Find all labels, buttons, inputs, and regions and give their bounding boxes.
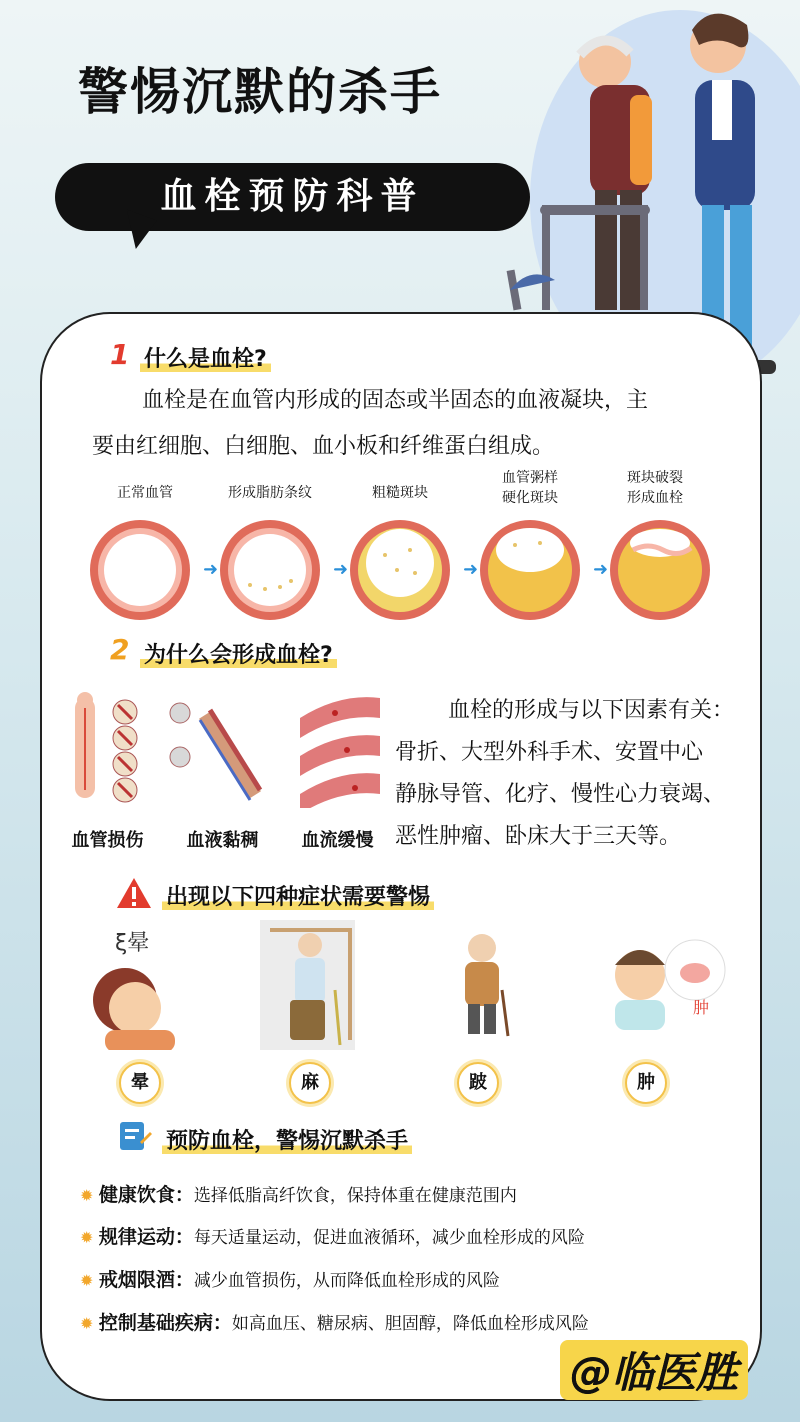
bullet-icon: ✹ — [80, 1271, 94, 1290]
tip-1-key: 健康饮食： — [98, 1184, 194, 1206]
vessel-fatty-streak — [220, 520, 320, 620]
section4-heading — [162, 1124, 412, 1155]
tip-3-key: 戒烟限酒： — [98, 1269, 194, 1291]
stage-1-label: 正常血管 — [117, 485, 173, 501]
stage-5-label-line1: 斑块破裂 — [627, 470, 683, 486]
section2-text-line2: 骨折、大型外科手术、安置中心 — [395, 740, 704, 765]
svg-text:➜: ➜ — [593, 559, 609, 580]
vessel-progression-diagram — [85, 515, 725, 625]
tip-item-4 — [80, 1311, 760, 1336]
vessel-thrombus — [610, 520, 710, 620]
cause-label-2: 血液黏稠 — [186, 830, 259, 851]
symptom-chip-3: 跛 — [457, 1062, 499, 1104]
stage-4-label-line1: 血管粥样 — [502, 470, 558, 486]
stage-5-label-line2: 形成血栓 — [627, 490, 683, 506]
section3-heading — [162, 880, 434, 911]
tip-2-text: 每天适量运动，促进血液循环，减少血栓形成的风险 — [193, 1228, 585, 1248]
stage-label-2 — [210, 483, 330, 503]
tip-4-text: 如高血压、糖尿病、胆固醇，降低血栓形成风险 — [231, 1314, 589, 1334]
vessel-normal — [90, 520, 190, 620]
tip-3-text: 减少血管损伤，从而降低血栓形成的风险 — [193, 1271, 500, 1291]
author-handle: @临医胜 — [560, 1340, 748, 1400]
svg-text:➜: ➜ — [333, 559, 349, 580]
section2-heading-text: 为什么会形成血栓? — [140, 643, 337, 668]
symptom-chip-1: 晕 — [119, 1062, 161, 1104]
stage-label-5 — [600, 468, 710, 508]
section-number-1: 1 — [110, 338, 130, 371]
tip-2-key: 规律运动： — [98, 1226, 194, 1248]
dizzy-person-illustration — [80, 920, 190, 1050]
stage-4-label-line2: 硬化斑块 — [502, 490, 558, 506]
symptom-chip-2: 麻 — [289, 1062, 331, 1104]
vessel-rough-plaque — [350, 520, 450, 620]
svg-text:➜: ➜ — [203, 559, 219, 580]
stage-label-1 — [90, 483, 200, 503]
section1-body-line2: 要由红细胞、白细胞、血小板和纤维蛋白组成。 — [92, 434, 555, 459]
section4-heading-text: 预防血栓，警惕沉默杀手 — [162, 1129, 412, 1154]
numb-walking-elder-illustration — [260, 920, 355, 1050]
slow-flow-illustration — [295, 688, 385, 808]
svg-text:肿: 肿 — [693, 998, 710, 1017]
stage-3-label: 粗糙斑块 — [372, 485, 428, 501]
tip-item-3 — [80, 1268, 760, 1293]
svg-text:ξ晕: ξ晕 — [115, 931, 150, 956]
stage-label-4 — [470, 468, 590, 508]
cause-label-1: 血管损伤 — [71, 830, 144, 851]
svg-text:➜: ➜ — [463, 559, 479, 580]
limping-elder-illustration — [450, 930, 520, 1040]
vessel-injury-illustration — [60, 690, 160, 810]
section3-heading-text: 出现以下四种症状需要警惕 — [162, 885, 434, 910]
section-number-2: 2 — [110, 633, 130, 666]
banner-title: 血栓预防科普 — [160, 176, 425, 217]
warning-icon — [115, 876, 153, 910]
swelling-person-illustration — [605, 935, 730, 1035]
section2-heading — [140, 638, 337, 669]
tip-1-text: 选择低脂高纤饮食，保持体重在健康范围内 — [193, 1186, 517, 1206]
section2-text-line1: 血栓的形成与以下因素有关： — [448, 698, 735, 723]
section1-body-line1: 血栓是在血管内形成的固态或半固态的血液凝块，主 — [142, 388, 649, 413]
bullet-icon: ✹ — [80, 1314, 94, 1333]
section2-text-line3: 静脉导管、化疗、慢性心力衰竭、 — [395, 782, 726, 807]
tip-4-key: 控制基础疾病： — [98, 1312, 232, 1334]
section2-text-line4: 恶性肿瘤、卧床大于三天等。 — [395, 824, 682, 849]
document-edit-icon — [118, 1118, 152, 1154]
page-title: 警惕沉默的杀手 — [78, 63, 442, 121]
bullet-icon: ✹ — [80, 1186, 94, 1205]
tip-item-1 — [80, 1183, 760, 1208]
section1-heading — [140, 342, 271, 373]
vessel-atherosclerotic-plaque — [480, 520, 580, 620]
stage-label-3 — [345, 483, 455, 503]
bullet-icon: ✹ — [80, 1228, 94, 1247]
stage-2-label: 形成脂肪条纹 — [228, 485, 312, 501]
section1-heading-text: 什么是血栓? — [140, 347, 271, 372]
tip-item-2 — [80, 1225, 760, 1250]
blood-viscosity-illustration — [165, 695, 275, 810]
cause-label-3: 血流缓慢 — [301, 830, 374, 851]
symptom-chip-4: 肿 — [625, 1062, 667, 1104]
